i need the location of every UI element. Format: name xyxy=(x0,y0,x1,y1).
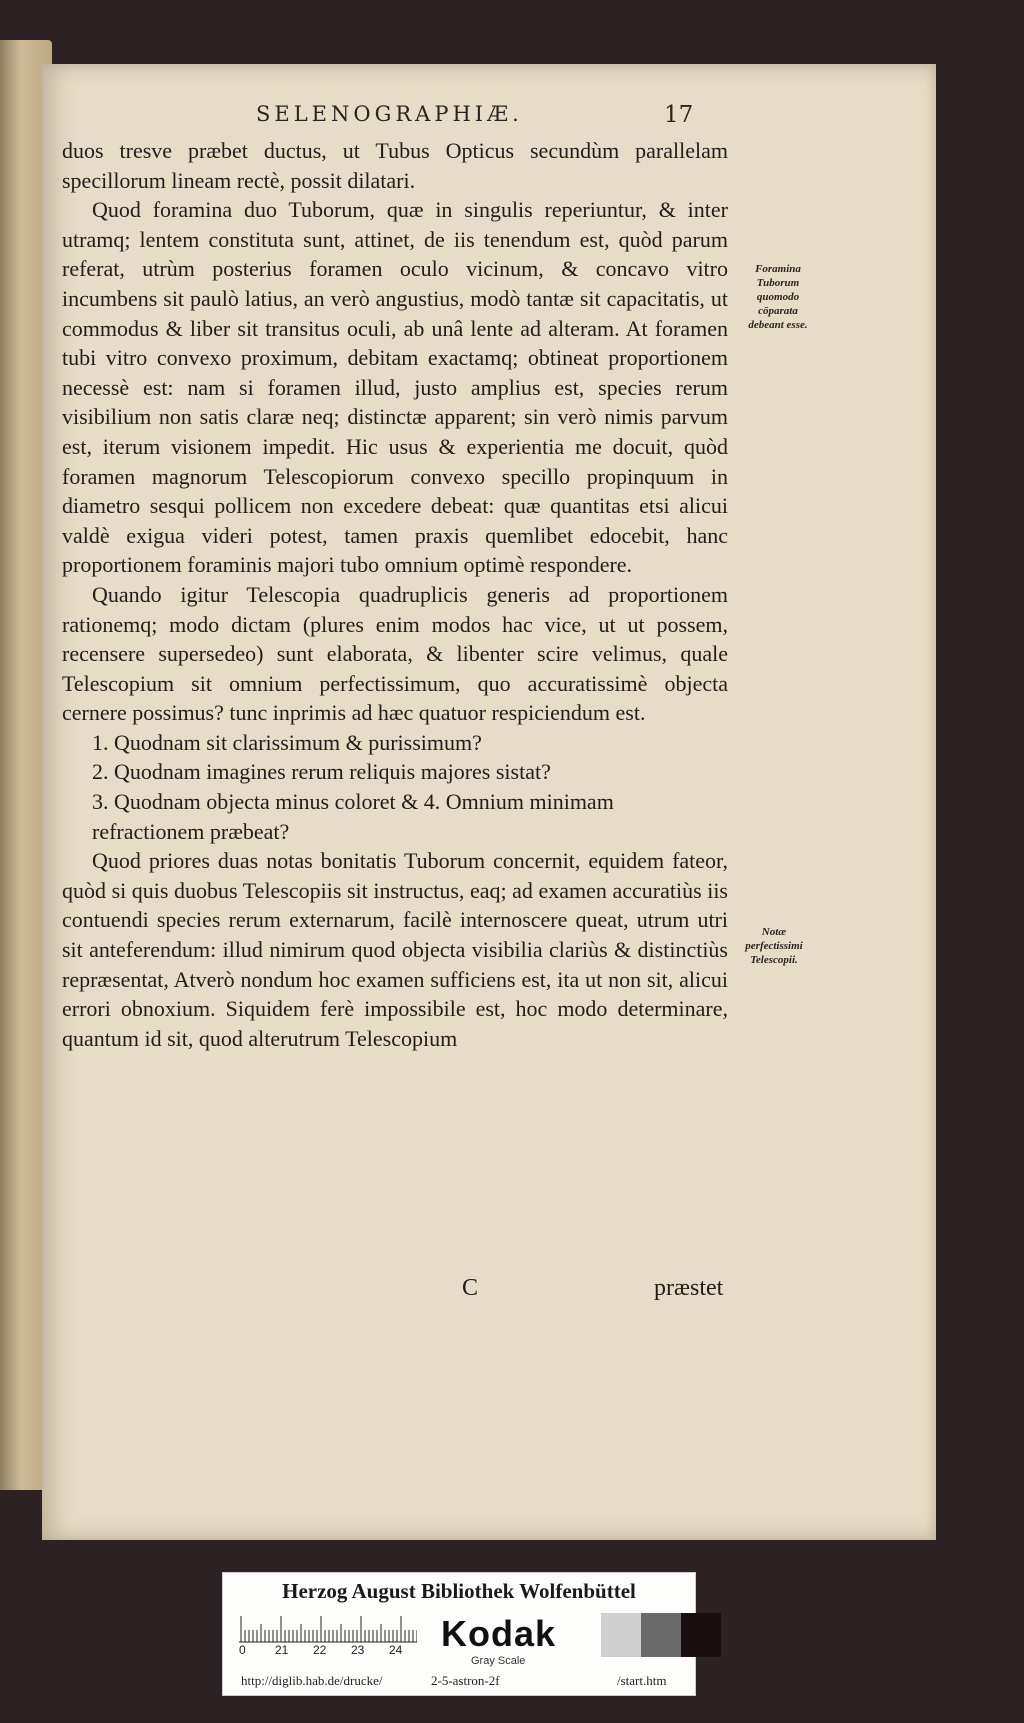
signature-mark: C xyxy=(462,1275,479,1301)
color-target-card xyxy=(222,1572,696,1696)
ruler-number: 22 xyxy=(313,1643,327,1657)
list-item: 1. Quodnam sit clarissimum & purissimum? xyxy=(92,729,482,755)
paragraph: duos tresve præbet ductus, ut Tubus Opticus secundùm parallelam specillorum lineam rectè, possit dilatari. xyxy=(62,138,728,193)
ruler-number: 23 xyxy=(351,1643,365,1657)
list-item: 2. Quodnam imagines rerum reliquis majores sistat? xyxy=(92,759,551,785)
margin-note: Foramina Tuborum quomodo cōparata debeant esse. xyxy=(748,263,808,331)
catchword: præstet xyxy=(654,1275,724,1301)
kodak-logo: Kodak xyxy=(441,1613,557,1654)
ruler-number: 21 xyxy=(275,1643,289,1657)
margin-note: Notæ perfectissimi Telescopii. xyxy=(745,926,803,966)
start-link-text: /start.htm xyxy=(617,1673,667,1688)
gray-swatch-light xyxy=(601,1613,641,1657)
gray-scale-label: Gray Scale xyxy=(471,1655,526,1667)
gray-swatch-mid xyxy=(641,1613,681,1657)
ruler-numbers xyxy=(239,1643,417,1659)
paragraph: Quod foramina duo Tuborum, quæ in singulis reperiuntur, & inter utramq; lentem constituta sunt, attinet, de iis tenendum est, quòd parum referat, utrùm posterius foramen oculo vicinum, & concavo vitro incumbens sit paulò latius, an verò angustius, modò tantæ sit capacitatis, ut commodus & liber sit transitus oculi, ab unâ lente ad alteram. At foramen tubi vitro convexo proximum, debitam exactamq; obtineat proportionem necessè est: nam si foramen illud, justo amplius est, species rerum visibilium non satis claræ neq; distinctæ apparent; sin verò nimis parvum est, iterum visionem impedit. Hic usus & experientia me docuit, quòd foramen magnorum Telescopiorum convexo specillo propinquum in diametro sesqui pollicem non excedere debeat: quæ quantitas etsi alicui valdè exigua videri potest, tamen praxis quemlibet edocebit, hanc proportionem foraminis majori tubo omnium optimè respondere. xyxy=(62,197,728,578)
target-footer xyxy=(223,1673,695,1691)
url-text: http://diglib.hab.de/drucke/ xyxy=(241,1673,383,1688)
list-item: 3. Quodnam objecta minus coloret & 4. Omnium minimam refractionem præbeat? xyxy=(92,789,614,844)
body-text xyxy=(62,136,728,1053)
library-name: Herzog August Bibliothek Wolfenbüttel xyxy=(282,1579,636,1603)
ruler-number: 24 xyxy=(389,1643,403,1657)
gray-swatches xyxy=(601,1613,721,1657)
ruler-number: 0 xyxy=(239,1643,246,1657)
paragraph: Quod priores duas notas bonitatis Tuborum concernit, equidem fateor, quòd si quis duobus Telescopiis sit instructus, eaq; ad examen accuratiùs iis contuendi species rerum externarum, facilè internoscere queat, utrum utri sit anteferendum: illud nimirum quod objecta visibilia clariùs & distinctiùs repræsentat, Atverò nondum hoc examen sufficiens est, ita ut non sit, alicui errori obnoxium. Siquidem ferè impossibile est, hoc modo determinare, quantum id sit, quod alterutrum Telescopium xyxy=(62,848,728,1051)
scale-ruler xyxy=(239,1615,417,1643)
page-number: 17 xyxy=(664,102,694,128)
signature-text: 2-5-astron-2f xyxy=(431,1673,500,1688)
paragraph: Quando igitur Telescopia quadruplicis generis ad proportionem rationemq; modo dictam (plures enim modos hac vice, ut ut possem, recensere supersedeo) sunt elaborata, & libenter scire velimus, quale Telescopium sit omnium perfectissimum, quo accuratissimè objecta cernere possimus? tunc inprimis ad hæc quatuor respiciendum est. xyxy=(62,581,728,726)
gray-swatch-dark xyxy=(681,1613,721,1657)
running-head: SELENOGRAPHIÆ. xyxy=(256,102,523,126)
